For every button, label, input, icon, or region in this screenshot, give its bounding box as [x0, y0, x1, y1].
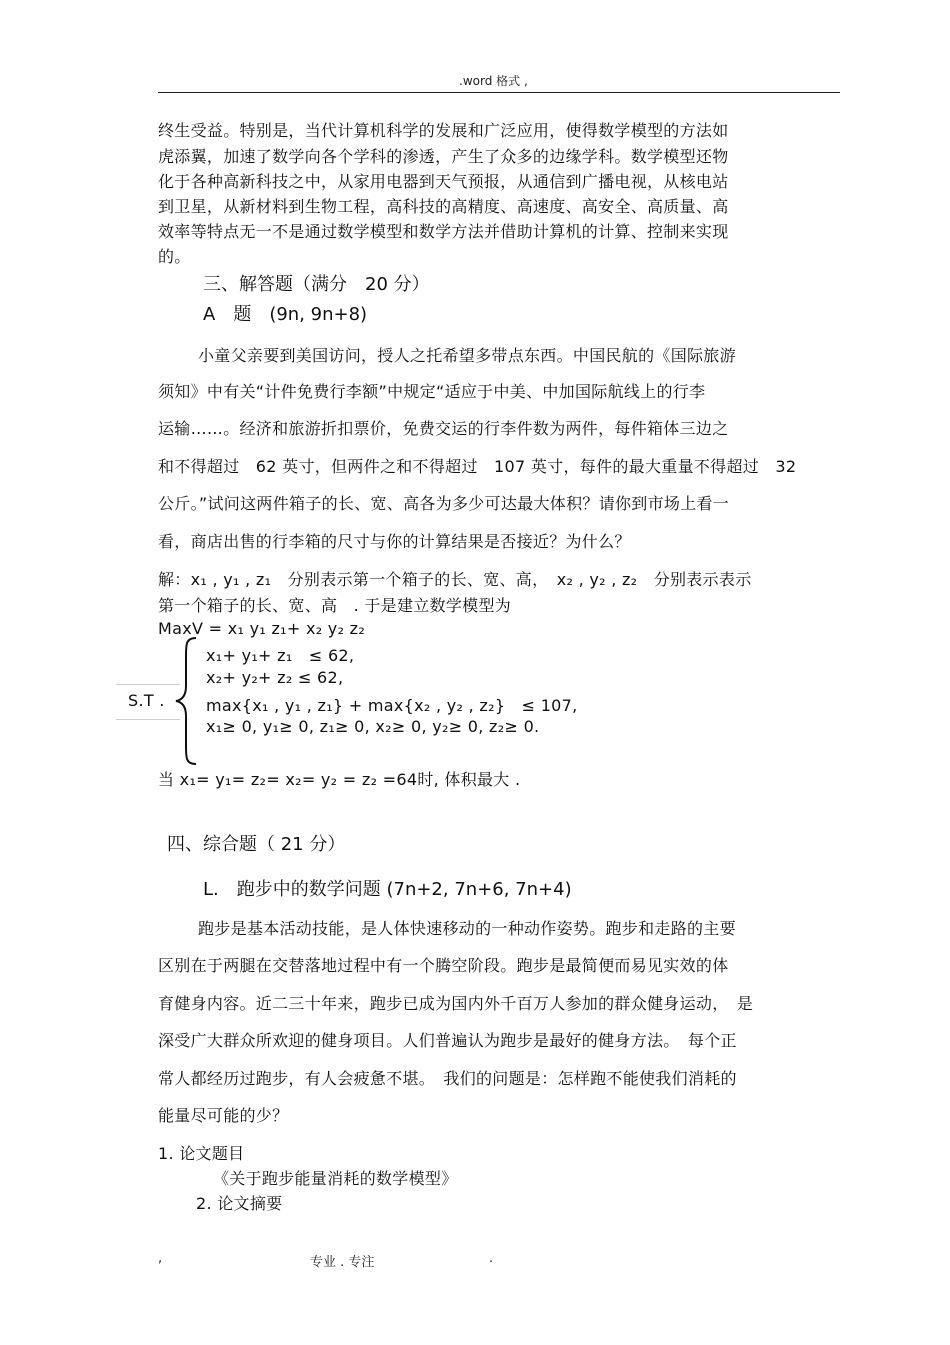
constraint: x₂+ y₂+ z₂ ≤ 62,: [206, 668, 344, 687]
paper-item-title-heading: 1. 论文题目: [158, 1144, 245, 1163]
section4-title: 四、综合题（ 21 分）: [167, 834, 346, 855]
intro-line: 效率等特点无一不是通过数学模型和数学方法并借助计算机的计算、控制来实现: [158, 222, 729, 241]
section4-subtitle: L. 跑步中的数学问题 (7n+2, 7n+6, 7n+4): [203, 879, 572, 900]
intro-line: 到卫星，从新材料到生物工程，高科技的高精度、高速度、高安全、高质量、高: [158, 197, 729, 216]
constraint: x₁+ y₁+ z₁ ≤ 62,: [206, 646, 355, 665]
running-line: 区别在于两腿在交替落地过程中有一个腾空阶段。跑步是最简便而易见实效的体: [158, 956, 729, 975]
problem-line: 须知》中有关“计件免费行李额”中规定“适应于中美、中加国际航线上的行李: [158, 382, 706, 401]
paper-item-abstract-heading: 2. 论文摘要: [196, 1194, 283, 1213]
solution-line: 解：x₁ , y₁ , z₁ 分别表示第一个箱子的长、宽、高， x₂ , y₂ , z₂ 分别表示表示: [158, 570, 752, 589]
constraint: max{x₁ , y₁ , z₁} + max{x₂ , y₂ , z₂} ≤ 107,: [206, 696, 578, 715]
section3-title: 三、解答题（满分 20 分）: [203, 274, 430, 295]
problem-line: 小童父亲要到美国访问，授人之托希望多带点东西。中国民航的《国际旅游: [198, 346, 736, 365]
problem-line: 运输……。经济和旅游折扣票价，免费交运的行李件数为两件，每件箱体三边之: [158, 419, 729, 438]
running-line: 跑步是基本活动技能，是人体快速移动的一种动作姿势。跑步和走路的主要: [198, 919, 736, 938]
header-rule: [158, 92, 840, 93]
solution-conclusion: 当 x₁= y₁= z₂= x₂= y₂ = z₂ =64时, 体积最大 .: [158, 770, 521, 789]
intro-line: 的。: [158, 247, 191, 266]
running-line: 深受广大群众所欢迎的健身项目。人们普遍认为跑步是最好的健身方法。 每个正: [158, 1031, 737, 1050]
intro-line: 化于各种高新科技之中，从家用电器到天气预报，从通信到广播电视，从核电站: [158, 172, 729, 191]
problem-line: 看，商店出售的行李箱的尺寸与你的计算结果是否接近？为什么？: [158, 532, 631, 551]
running-line: 育健身内容。近二三十年来，跑步已成为国内外千百万人参加的群众健身运动， 是: [158, 994, 754, 1013]
paper-title: 《关于跑步能量消耗的数学模型》: [213, 1169, 458, 1188]
solution-line: 第一个箱子的长、宽、高 . 于是建立数学模型为: [158, 596, 512, 615]
intro-line: 虎添翼，加速了数学向各个学科的渗透，产生了众多的边缘学科。数学模型还物: [158, 147, 729, 166]
constraint-brace: [174, 636, 200, 766]
st-label: S.T .: [128, 691, 165, 710]
section3-subtitle: A 题 (9n, 9n+8): [203, 304, 368, 325]
intro-line: 终生受益。特别是，当代计算机科学的发展和广泛应用，使得数学模型的方法如: [158, 121, 729, 140]
constraint: x₁≥ 0, y₁≥ 0, z₁≥ 0, x₂≥ 0, y₂≥ 0, z₂≥ 0.: [206, 717, 540, 736]
footer-center: 专业 . 专注: [310, 1255, 375, 1270]
running-line: 能量尽可能的少？: [158, 1106, 289, 1125]
footer-left: ,: [158, 1251, 163, 1266]
footer-right: .: [489, 1251, 494, 1266]
problem-line: 和不得超过 62 英寸，但两件之和不得超过 107 英寸，每件的最大重量不得超过 32: [158, 457, 797, 476]
problem-line: 公斤。”试问这两件箱子的长、宽、高各为多少可达最大体积？请你到市场上看一: [158, 494, 730, 513]
running-line: 常人都经历过跑步，有人会疲惫不堪。 我们的问题是：怎样跑不能使我们消耗的: [158, 1069, 737, 1088]
page-header: .word 格式 ,: [459, 74, 528, 88]
objective-function: MaxV = x₁ y₁ z₁+ x₂ y₂ z₂: [158, 619, 366, 638]
